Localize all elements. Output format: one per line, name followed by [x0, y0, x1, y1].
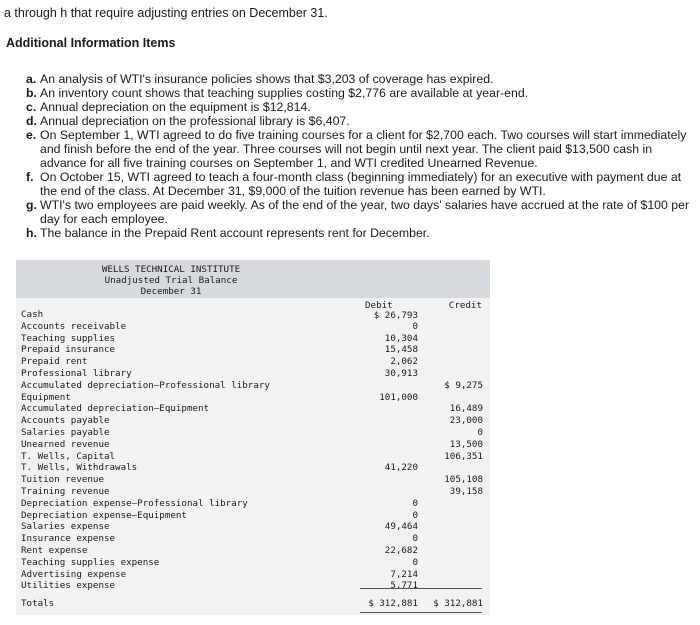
item-text: On September 1, WTI agreed to do five training courses for a client for $2,700 each. Two courses will start immediately and finish before the end of the year. Three courses will not begin until next year. The client paid $13,500 cash in advance for all five training courses on September 1, and WTI credited Unearned Revenue.: [40, 128, 687, 170]
table-row: [21, 392, 481, 404]
table-row: [21, 580, 481, 592]
trial-balance-header: [16, 260, 490, 298]
account-name: Teaching supplies expense: [21, 556, 160, 568]
item-key: e.: [26, 128, 37, 142]
trial-balance-rows: [21, 309, 481, 592]
totals-double-rule: [360, 612, 482, 613]
total-credit: $ 312,881: [433, 598, 483, 609]
account-name: Salaries expense: [21, 521, 110, 533]
account-name: Training revenue: [21, 485, 110, 497]
account-name: Accounts payable: [21, 415, 110, 427]
account-name: Prepaid insurance: [21, 344, 116, 356]
table-row: [21, 521, 481, 533]
account-name: Accumulated depreciation—Professional library: [21, 379, 270, 391]
info-item: [26, 170, 692, 198]
debit-header: Debit: [365, 300, 393, 311]
table-row: [21, 486, 481, 498]
credit-amount: 105,108: [444, 474, 483, 486]
item-key: d.: [26, 114, 37, 128]
debit-amount: 7,214: [390, 568, 418, 580]
report-name: Unadjusted Trial Balance: [104, 275, 238, 286]
account-name: Rent expense: [21, 544, 88, 556]
totals-rule: [360, 588, 482, 589]
info-item: [26, 226, 692, 240]
account-name: Accumulated depreciation—Equipment: [21, 403, 210, 415]
table-row: [21, 451, 481, 463]
totals-label: Totals: [21, 598, 55, 609]
table-row: [21, 474, 481, 486]
item-text: Annual depreciation on the equipment is $12,814.: [40, 100, 311, 114]
debit-amount: 0: [412, 320, 418, 332]
table-row: [21, 462, 481, 474]
debit-amount: 5,771: [390, 580, 418, 592]
info-item: [26, 72, 692, 86]
table-row: [21, 427, 481, 439]
credit-amount: 23,000: [449, 415, 483, 427]
account-name: T. Wells, Capital: [21, 450, 116, 462]
table-row: [21, 498, 481, 510]
item-text: An analysis of WTI's insurance policies shows that $3,203 of coverage has expired.: [40, 72, 494, 86]
credit-amount: 39,158: [449, 485, 483, 497]
account-name: T. Wells, Withdrawals: [21, 462, 138, 474]
account-name: Tuition revenue: [21, 474, 104, 486]
table-row: [21, 380, 481, 392]
account-name: Cash: [21, 309, 44, 320]
item-key: b.: [26, 86, 37, 100]
debit-amount: 15,458: [384, 344, 418, 356]
table-row: [21, 510, 481, 522]
debit-amount: 30,913: [384, 367, 418, 379]
info-item: [26, 100, 692, 114]
account-name: Depreciation expense—Equipment: [21, 509, 187, 521]
item-text: Annual depreciation on the professional library is $6,407.: [40, 114, 350, 128]
debit-amount: 2,062: [390, 356, 418, 368]
item-text: On October 15, WTI agreed to teach a four-month class (beginning immediately) for an executive with payment due at the end of the class. At December 31, $9,000 of the tuition revenue has been earned by WTI.: [40, 170, 682, 198]
info-item: [26, 198, 692, 226]
table-row: [21, 545, 481, 557]
account-name: Teaching supplies: [21, 332, 116, 344]
account-name: Prepaid rent: [21, 356, 88, 368]
credit-amount: 106,351: [444, 450, 483, 462]
table-row: [21, 439, 481, 451]
item-key: f.: [26, 170, 34, 184]
section-title: Additional Information Items: [6, 36, 176, 50]
info-item: [26, 128, 692, 170]
credit-amount: $ 9,275: [444, 379, 483, 391]
table-row: [21, 533, 481, 545]
debit-amount: 41,220: [384, 462, 418, 474]
table-row: [21, 344, 481, 356]
credit-amount: 16,489: [449, 403, 483, 415]
debit-amount: 10,304: [384, 332, 418, 344]
report-date: December 31: [140, 286, 202, 297]
item-text: WTI's two employees are paid weekly. As of the end of the year, two days' salaries have accrued at the rate of $100 per day for each employee.: [40, 198, 690, 226]
cash-debit: $ 26,793: [373, 310, 418, 321]
table-row: [21, 403, 481, 415]
item-text: The balance in the Prepaid Rent account represents rent for December.: [40, 226, 430, 240]
table-row: [21, 356, 481, 368]
total-debit: $ 312,881: [368, 598, 418, 609]
item-text: An inventory count shows that teaching supplies costing $2,776 are available at year-end.: [40, 86, 529, 100]
account-name: Utilities expense: [21, 580, 116, 592]
account-name: Accounts receivable: [21, 320, 127, 332]
debit-amount: 0: [412, 509, 418, 521]
table-row: [21, 333, 481, 345]
credit-amount: 0: [477, 426, 483, 438]
item-key: h.: [26, 226, 37, 240]
table-row: [21, 368, 481, 380]
account-name: Insurance expense: [21, 533, 116, 545]
account-name: Depreciation expense—Professional library: [21, 497, 248, 509]
table-row: [21, 309, 481, 321]
item-key: c.: [26, 100, 37, 114]
debit-amount: 0: [412, 497, 418, 509]
info-item: [26, 86, 692, 100]
item-key: g.: [26, 198, 37, 212]
table-row: [21, 415, 481, 427]
info-item: [26, 114, 692, 128]
trial-balance-table: [16, 260, 490, 615]
debit-amount: 22,682: [384, 544, 418, 556]
account-name: Professional library: [21, 367, 132, 379]
table-row: [21, 569, 481, 581]
account-name: Unearned revenue: [21, 438, 110, 450]
item-key: a.: [26, 72, 37, 86]
debit-amount: 0: [412, 556, 418, 568]
credit-header: Credit: [448, 300, 482, 311]
info-items-list: [26, 72, 692, 240]
table-row: [21, 557, 481, 569]
company-name: WELLS TECHNICAL INSTITUTE: [101, 264, 241, 275]
intro-text: a through h that require adjusting entries on December 31.: [4, 6, 328, 20]
account-name: Salaries payable: [21, 426, 110, 438]
credit-amount: 13,500: [449, 438, 483, 450]
account-name: Equipment: [21, 391, 71, 403]
account-name: Advertising expense: [21, 568, 127, 580]
debit-amount: 0: [412, 533, 418, 545]
debit-amount: 101,000: [379, 391, 418, 403]
debit-amount: 49,464: [384, 521, 418, 533]
table-row: [21, 321, 481, 333]
